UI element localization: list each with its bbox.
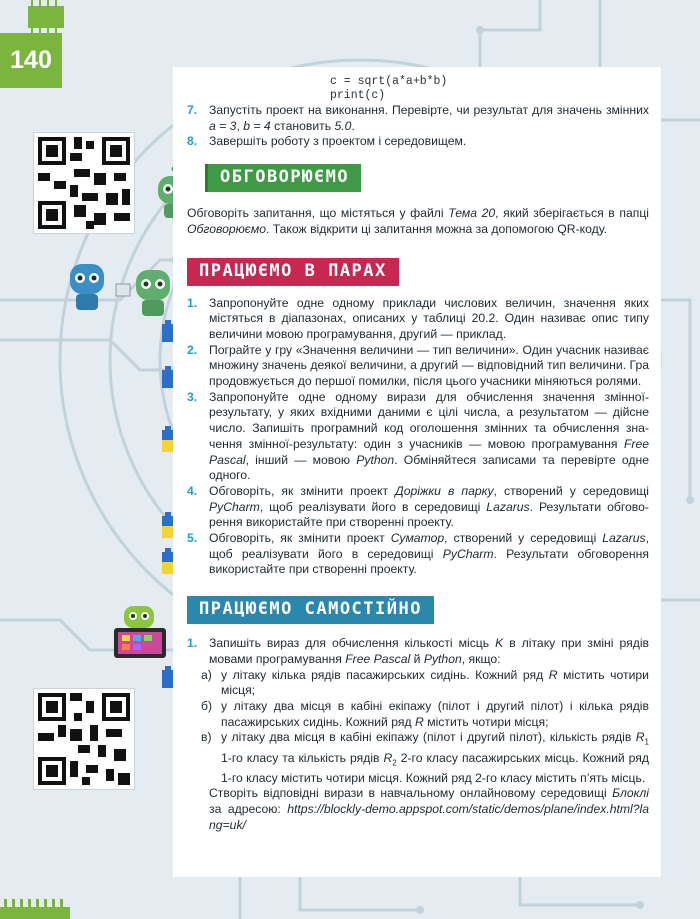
page-number: 140 xyxy=(0,33,62,88)
heading-solo: ПРАЦЮЄМО САМОСТІЙНО xyxy=(187,596,434,624)
code-line: print(c) xyxy=(330,89,386,102)
step-number: 8. xyxy=(187,134,198,149)
solo-sub-b: б) у літаку два місця в кабіні екіпажу (пілот і другий пілот) і кілька рядів пасажирських сидінь. Кожний ряд R містить чотири місця; xyxy=(201,698,649,729)
step-8: 8. Завершіть роботу з проектом і середовищем. xyxy=(187,134,467,149)
pairs-item-2: 2. Пограйте у гру «Значення величини — тип величини». Один учасник називає множину значень деякої величини, а другий — відповідний тип величини. Гра продовжується до першої помилки, після цього учасники міняються ролями. xyxy=(187,342,649,389)
step-number: 7. xyxy=(187,103,198,117)
heading-pairs: ПРАЦЮЄМО В ПАРАХ xyxy=(187,258,399,286)
content-sheet xyxy=(173,67,661,877)
solo-item-1: 1. Запишіть вираз для обчислення кількості місць K в літаку при зміні рядів мовами програмування Free Pascal й Python, якщо: а) у літаку кілька рядів пасажирських сидінь. Кожний ряд R містить чотири місця; б) у літаку два місця в кабіні екіпажу (пілот і другий пілот) і кілька рядів пасажирських сидінь. Кожний ряд R містить чотири місця; в) у літаку два місця в кабіні екіпажу (пілот і другий пілот), кількість рядів $R_1$ 1-го класу та кількість рядів $R_2$ 2-го класу пасажирських місць. Кожний ряд 1-го класу містить чотири місця. Кожний ряд 2-го класу містить п’ять місць. Створіть відповідні вирази в навчальному онлайновому середовищі Блоклі за адресою: https://blockly-demo.appspot.com/static/demos/plane/index.html?lang=uk/ xyxy=(187,636,649,832)
discuss-text: Обговоріть запитання, що містяться у файлі Тема 20, який зберігається в папці Обговорюємо. Також відкрити ці запитання можна за допомогою QR-коду. xyxy=(187,206,650,236)
robot-tablet-icon xyxy=(108,604,172,664)
pairs-item-1: 1. Запропонуйте одне одному приклади числових величин, значення яких містяться в діапазонах, описаних у таблиці 20.2. Один називає опис типу величини мовою програмування, другий — приклад. xyxy=(187,295,649,341)
heading-discuss: ОБГОВОРЮЄМО xyxy=(205,164,361,192)
pairs-item-5: 5. Обговоріть, як змінити проект Суматор, створений у середовищі Lazarus, щоб реалізувати його в середовищі PyCharm. Результати обговорення використайте при створенні проекту. xyxy=(187,531,649,577)
step-7: 7. Запустіть проект на виконання. Перевірте, чи результат для значень змінних a = 3, b = 4 становить 5.0. xyxy=(187,103,649,133)
qr-code-discuss[interactable] xyxy=(33,132,135,234)
solo-sub-c: в) у літаку два місця в кабіні екіпажу (пілот і другий пілот), кількість рядів $R_1$ 1-го класу та кількість рядів $R_2$ 2-го класу пасажирських місць. Кожний ряд 1-го класу містить чотири місця. Кожний ряд 2-го класу містить п’ять місць. xyxy=(201,730,649,785)
chip-pins-decoration xyxy=(0,897,70,919)
blockly-link[interactable]: https://blockly-demo.appspot.com/static/demos/plane/index.html?lang=uk/ xyxy=(209,802,649,832)
code-line: c = sqrt(a*a+b*b) xyxy=(330,75,448,88)
pairs-item-4: 4. Обговоріть, як змінити проект Доріжки в парку, створений у середовищі PyCharm, щоб реалізувати його в середовищі Lazarus. Результати обговорення використайте при створенні проекту. xyxy=(187,483,650,530)
solo-outro: Створіть відповідні вирази в навчальному онлайновому середовищі Блоклі за адресою: https://blockly-demo.appspot.com/static/demos/plane/index.html?lang=uk/ xyxy=(209,786,649,832)
qr-code-solo[interactable] xyxy=(33,688,135,790)
solo-sub-a: а) у літаку кілька рядів пасажирських сидінь. Кожний ряд R містить чотири місця; xyxy=(201,667,649,698)
code-block xyxy=(187,75,649,103)
pairs-item-3: 3. Запропонуйте одне одному вирази для обчислення значення змінної-результату, у яких вхідними даними є цілі числа, а результатом — дійсне число. Запишіть програмний код оголошення змінних та обчислення значення змінної-результату: один з учасників — мовою програмування Free Pascal, інший — мовою Python. Обміняйтеся записами та перевірте одне одного. xyxy=(187,389,649,483)
chip-icon xyxy=(22,0,70,34)
robot-pair-icon xyxy=(66,256,176,324)
